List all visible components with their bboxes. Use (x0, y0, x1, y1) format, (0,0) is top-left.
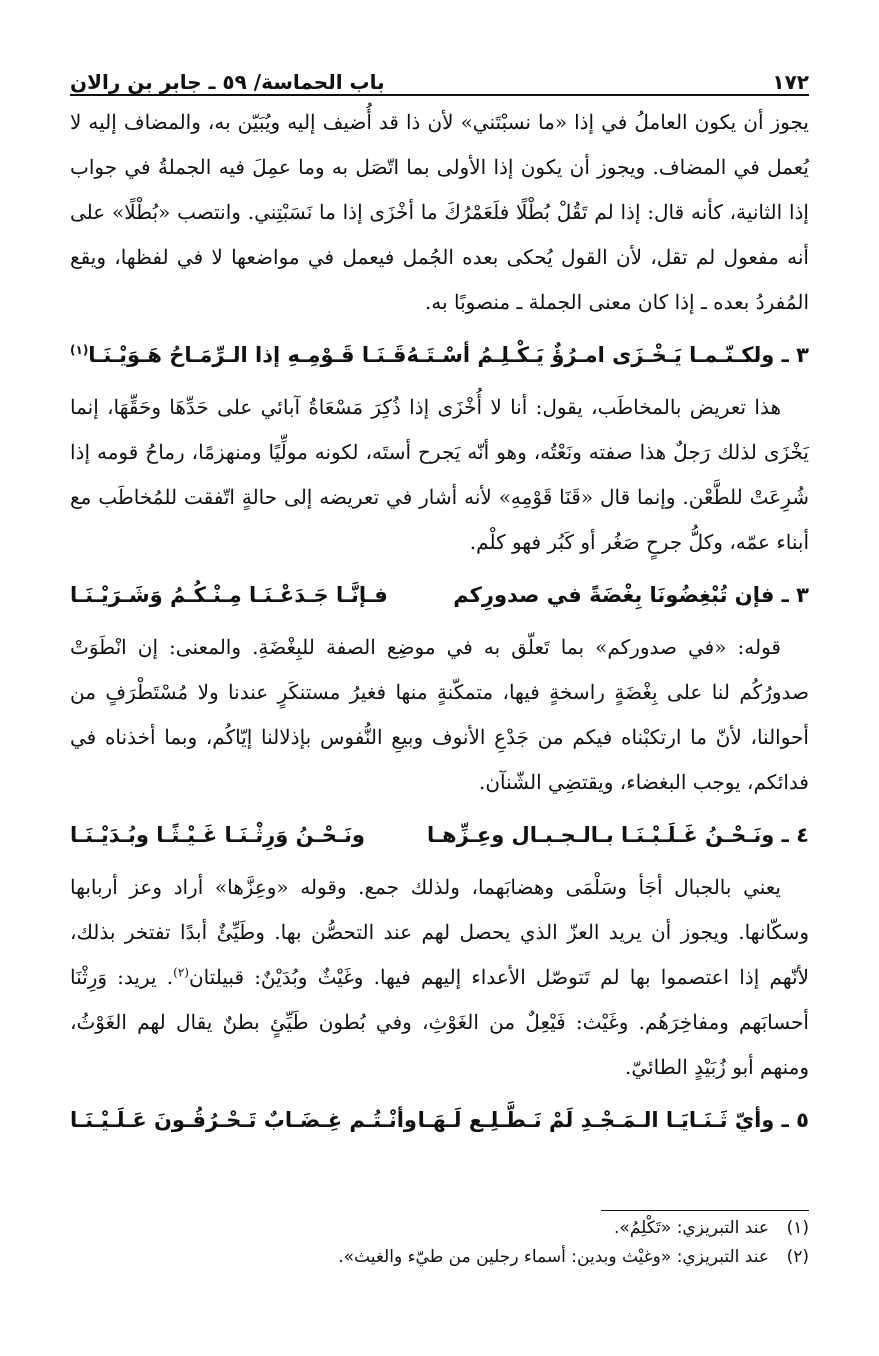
verse-number: ٣ ـ (781, 343, 809, 367)
verse-first-hemistich: ٣ ـ فإن تُبْغِضُونَا بِغْضَةً في صدورِكم (453, 583, 809, 607)
verse-first-hemistich: ٥ ـ وأيّ ثَـنَـايَـا الـمَـجْـدِ لَمْ نَـطَّـلِـع لَـهَـا (417, 1108, 809, 1132)
page-header (70, 48, 809, 94)
footnote-text: عند التبريزي: «وغيْث وبدين: أسماء رجلين من طيّء والغيث». (338, 1247, 769, 1267)
verse-first-hemistich: ٤ ـ ونَـحْـنُ غَـلَـبْـنَـا بـالـجـبـال وعِـزِّهـا (426, 823, 809, 847)
verse-number: ٥ ـ (781, 1108, 809, 1132)
running-title: باب الحماسة/ ٥٩ ـ جابر بن رالان (70, 70, 385, 94)
footnote-rule (601, 1210, 809, 1211)
footnote-ref: (١) (70, 343, 89, 357)
commentary-paragraph: يعني بالجبال أجَأ وسَلْمَى وهضابَهما، ولذلك جمع. وقوله «وعِزَّها» أراد وعز أربابها وسكّانها. ويجوز أن يريد العزّ الذي يحصل لهم عند التحصُّن بها. وطَيِّئٌ أبدًا تفتخر بذلك، لأنّهم إذا اعتصموا بها لم تَتوصّل الأعداء إليهم فيها. وغَيْثٌ وبُدَيْنٌ: قبيلتان$^{(٢)}$. يريد: وَرِثْنَا أحسابَهم ومفاخِرَهُم. وغَيْث: فَيْعِلٌ من الغَوْثِ، وفي بُطون طَيِّئٍ بطنٌ يقال لهم الغَوْثُ، ومنهم أبو زُبَيْدٍ الطائيّ. (70, 875, 809, 1079)
verse-second-hemistich: وأنْـتُـم غِـضَـابٌ تَـحْـرُقُـونَ عَـلَـيْـنَـا (70, 1108, 417, 1132)
verse-line (70, 805, 809, 865)
commentary-paragraph: هذا تعريض بالمخاطَب، يقول: أنا لا أُخْزَى إذا ذُكِرَ مَسْعَاةُ آبائي على حَدِّهَا وحَقِّهَا، إنما يَخْزَى لذلك رَجلٌ هذا صفته ونَعْتُه، وهو أنّه يَجرح أستَه، لكونه مولِّيًا ومنهزمًا، رماحُ قومه إذا شُرِعَتْ للطَّعْن. وإنما قال «قَنَا قَوْمِهِ» لأنه أشار في تعريضه إلى حالةٍ اتّفقت للمُخاطَب مع أبناء عمّه، وكلُّ جرحٍ صَغُر أو كَبُر فهو كلْم. (70, 395, 809, 554)
verse-number: ٤ ـ (781, 823, 809, 847)
verse-first-hemistich: ٣ ـ ولكـنّـمـا يَـخْـزَى امـرُؤٌ يَـكْـلِـمُ أسْـتَـهُ (406, 343, 809, 367)
commentary-paragraph: يجوز أن يكون العاملُ في إذا «ما نسبْتَني» لأن ذا قد أُضيف إليه ويُبَيّن به، والمضاف إليه لا يُعمل في المضاف. ويجوز أن يكون إذا الأولى بما اتّصَل به وما عمِلَ فيه الجملةُ في جواب إذا الثانية، كأنه قال: إذا لم تَقُلْ بُطْلًا فلَعَمْرُكَ ما أخْزَى إذا ما نَسَبْتِني. وانتصب «بُطْلًا» على أنه مفعول لم تقل، لأن القول يُحكى بعده الجُمل فيعمل في مواضعها لا في لفظها، ويقع المُفردُ بعده ـ إذا كان معنى الجملة ـ منصوبًا به. (70, 110, 809, 314)
verse-line (70, 565, 809, 625)
footnote (70, 1214, 809, 1243)
footnote-number: (٢) (786, 1247, 809, 1267)
header-rule (70, 94, 809, 96)
verse-number: ٣ ـ (781, 583, 809, 607)
footnotes (70, 1214, 809, 1272)
footnote-number: (١) (786, 1218, 809, 1238)
verse-line (70, 1090, 809, 1150)
commentary-paragraph: قوله: «في صدوركم» بما تَعلّق به في موضِع الصفة للبِغْضَةِ. والمعنى: إن انْطَوَتْ صدورُكُم لنا على بِغْضَةٍ راسخةٍ فيها، متمكّنةٍ منها فغيرُ مستنكَرٍ عندنا ولا مُسْتَطْرَفٍ من أحوالنا، لأنّ ما ارتكبْناه فيكم من جَدْعِ الأنوف وبيعِ النُّفوس بإذلالنا إيّاكُم، وبما أخذناه في فدائكم، يوجب البغضاء، ويقتضِي الشّنآن. (70, 635, 809, 794)
footnote (70, 1243, 809, 1272)
verse-second-hemistich: ونَـحْـنُ وَرِثْـنَـا غَـيْـثًـا وبُـدَيْـنَـا (70, 823, 365, 847)
page-number: ١٧٢ (772, 70, 809, 94)
page-body (70, 100, 809, 1150)
verse-line (70, 325, 809, 385)
footnote-text: عند التبريزي: «تَكْلِمُ». (614, 1218, 769, 1238)
verse-second-hemistich: فـإنَّـا جَـدَعْـنَـا مِـنْـكُـمُ وَشَـرَيْـنَـا (70, 583, 388, 607)
verse-second-hemistich: قَـنَـا قَـوْمِـهِ إذا الـرِّمَـاحُ هَـوَيْـنَـا$^{(١)}$ (70, 343, 407, 367)
footnote-ref: (٢) (173, 965, 189, 980)
